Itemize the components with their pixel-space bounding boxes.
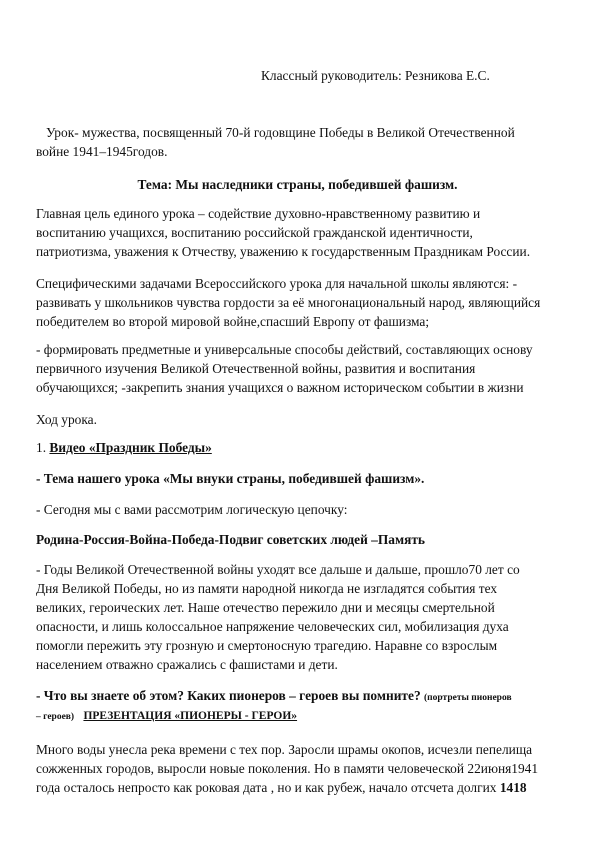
course-heading: Ход урока. bbox=[36, 412, 97, 427]
memory-line-1: - Годы Великой Отечественной войны уходят все дальше и дальше, прошло70 лет со bbox=[36, 562, 520, 577]
tasks2-line-3: обучающихся; -закрепить знания учащихся о важном историческом событии в жизни bbox=[36, 380, 524, 395]
water-line-3-number: 1418 bbox=[499, 780, 527, 795]
tasks2-line-2: первичного изучения Великой Отечественной войны, развития и воспитания bbox=[36, 361, 476, 376]
goal-line-2: воспитанию учащихся, воспитанию российской гражданской идентичности, bbox=[36, 225, 473, 240]
goal-line-1: Главная цель единого урока – содействие духовно-нравственному развитию и bbox=[36, 206, 481, 221]
tasks-line-3: победителем во второй мировой войне,спасший Европу от фашизма; bbox=[36, 314, 430, 329]
memory-line-4: опасности, и лишь колоссальное напряжение человеческих сил, мобилизация духа bbox=[36, 619, 509, 634]
memory-line-6: населением отважно сражались с фашистами и дети. bbox=[36, 657, 338, 672]
memory-line-3: великих, героических лет. Наше отечество пережило дни и месяцы смертельной bbox=[36, 600, 495, 615]
tasks-line-2: развивать у школьников чувства гордости за её многонациональный народ, являющийся bbox=[36, 295, 541, 310]
question-note-2: – героев) bbox=[36, 712, 75, 722]
question-line-2 bbox=[36, 706, 297, 726]
water-line-1: Много воды унесла река времени с тех пор. Заросли шрамы окопов, исчезли пепелища bbox=[36, 742, 533, 757]
teacher-line: Классный руководитель: Резникова Е.С. bbox=[261, 68, 490, 83]
water-line-2: сожженных городов, выросли новые поколения. Но в памяти человеческой 22июня1941 bbox=[36, 761, 539, 776]
video-item bbox=[36, 439, 212, 456]
presentation-label: ПРЕЗЕНТАЦИЯ «ПИОНЕРЫ - ГЕРОИ» bbox=[83, 710, 298, 722]
memory-line-5: помогли пережить эту грозную и смертоносную трагедию. Наравне со взрослым bbox=[36, 638, 498, 653]
question-note-1: (портреты пионеров bbox=[424, 693, 512, 703]
memory-line-2: Дня Великой Победы, но из памяти народной никогда не изгладятся события тех bbox=[36, 581, 498, 596]
theme-heading: Тема: Мы наследники страны, победившей фашизм. bbox=[137, 177, 458, 192]
water-line-3-text: года осталось непросто как роковая дата , но и как рубеж, начало отсчета долгих bbox=[36, 780, 497, 795]
video-number: 1. bbox=[36, 440, 47, 455]
chain-intro-line: - Сегодня мы с вами рассмотрим логическую цепочку: bbox=[36, 502, 348, 517]
question-text: - Что вы знаете об этом? Каких пионеров – героев вы помните? bbox=[36, 688, 421, 703]
tasks-line-1: Специфическими задачами Всероссийского урока для начальной школы являются: - bbox=[36, 276, 518, 291]
tasks2-line-1: - формировать предметные и универсальные способы действий, составляющих основу bbox=[36, 342, 533, 357]
water-line-3 bbox=[36, 779, 527, 796]
intro-line-1: Урок- мужества, посвященный 70-й годовщине Победы в Великой Отечественной bbox=[46, 125, 515, 140]
chain-line: Родина-Россия-Война-Победа-Подвиг советских людей –Память bbox=[36, 532, 425, 547]
intro-line-2: войне 1941–1945годов. bbox=[36, 144, 168, 159]
goal-line-3: патриотизма, уважения к Отчеству, уважению к государственным Праздникам России. bbox=[36, 244, 531, 259]
video-label: Видео «Праздник Победы» bbox=[49, 440, 212, 455]
topic-line: - Тема нашего урока «Мы внуки страны, победившей фашизм». bbox=[36, 471, 425, 486]
question-line bbox=[36, 687, 512, 707]
